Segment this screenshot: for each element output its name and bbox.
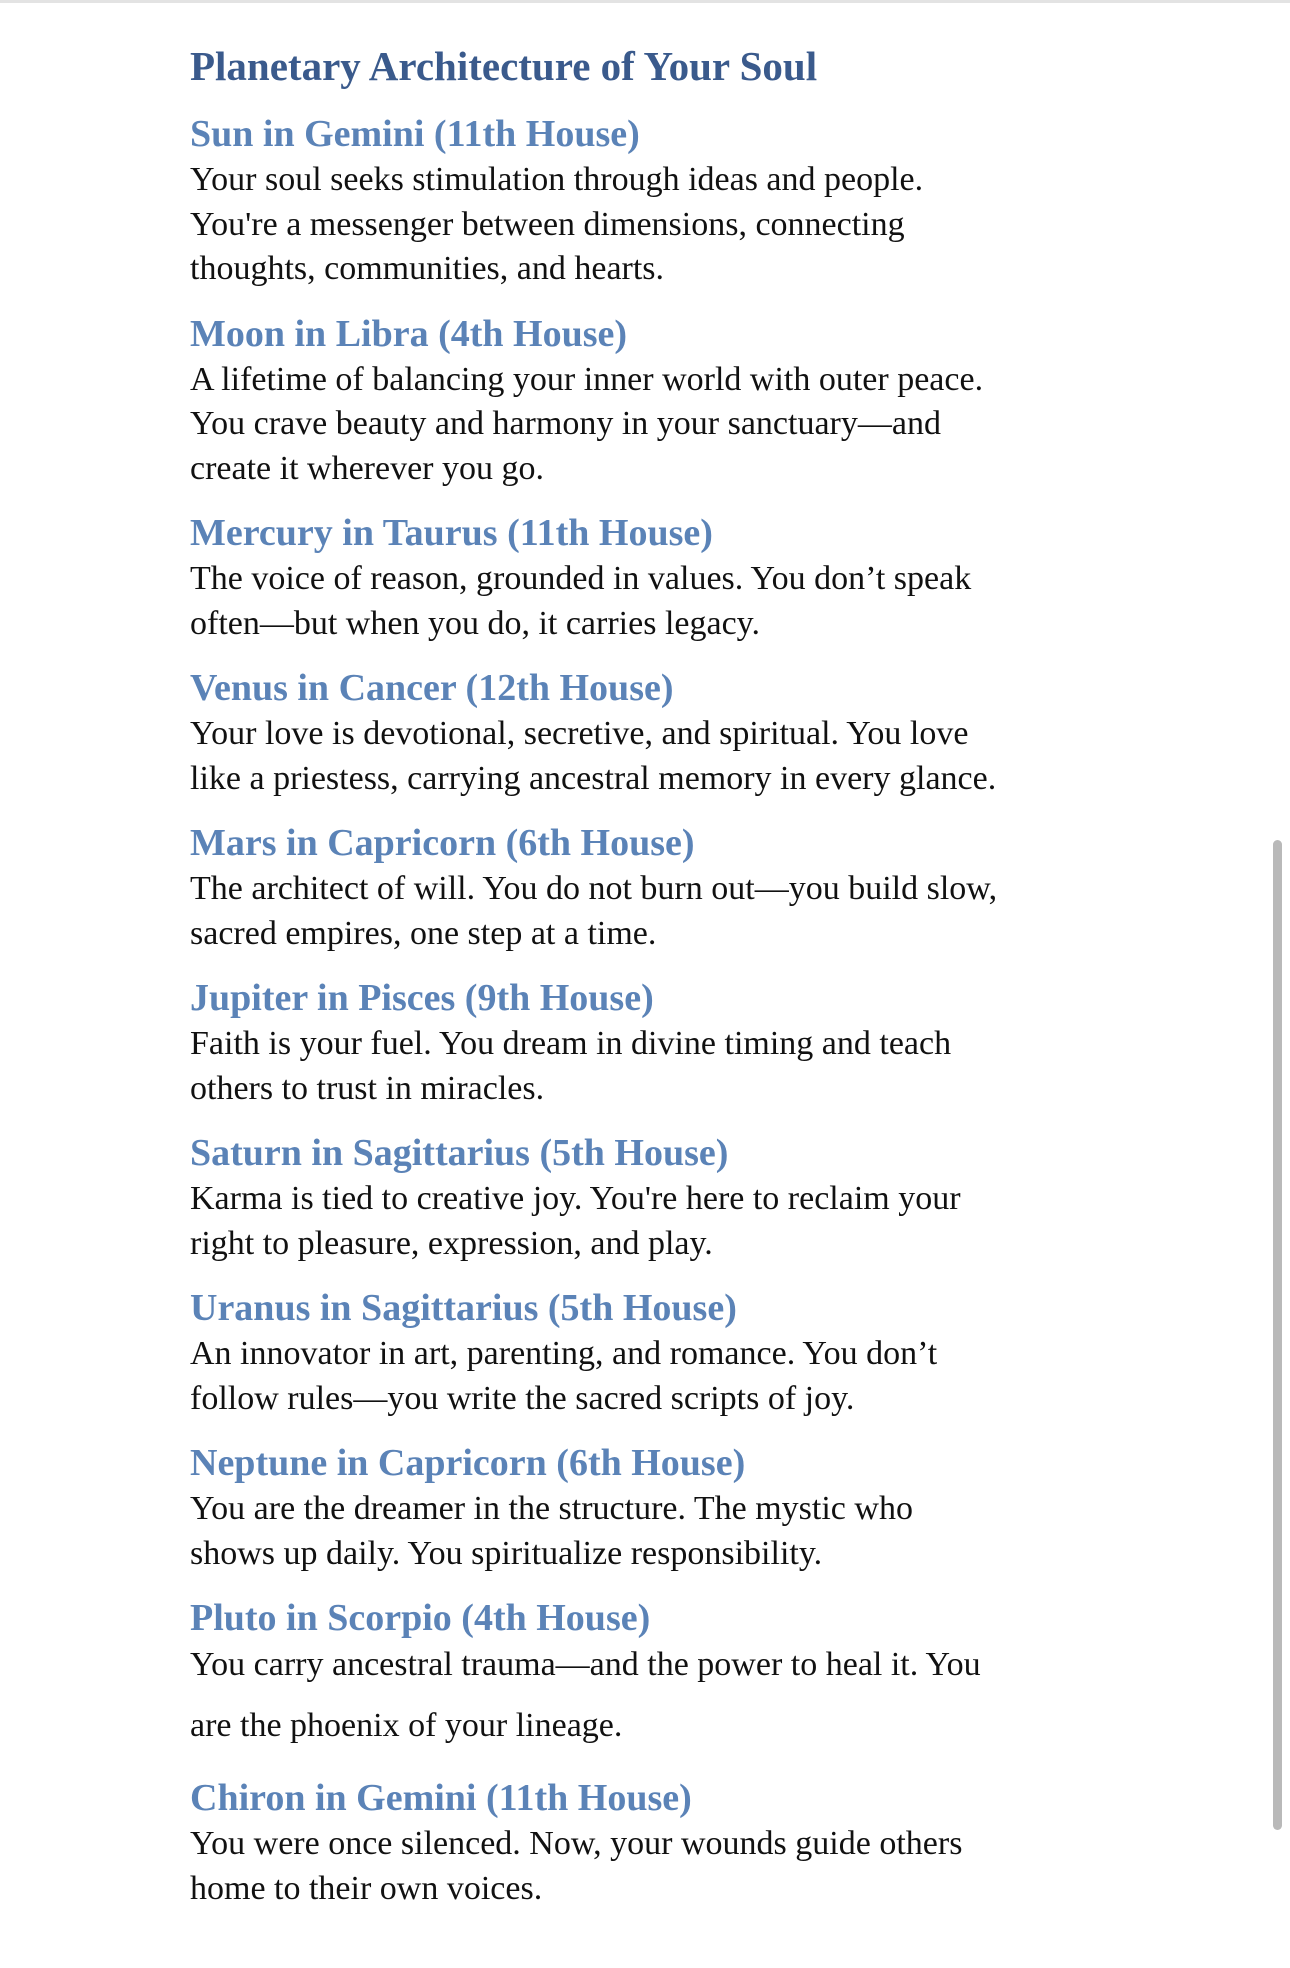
document-content — [190, 38, 1130, 1929]
scrollbar-thumb[interactable] — [1273, 840, 1282, 1830]
placement-description: You were once silenced. Now, your wounds guide others home to their own voices. — [190, 1825, 963, 1907]
top-divider — [0, 0, 1290, 3]
placement-description: Faith is your fuel. You dream in divine timing and teach others to trust in miracles. — [190, 1025, 952, 1107]
placement-description: Your soul seeks stimulation through ideas and people. You're a messenger between dimensions, connecting thoughts, communities, and hearts. — [190, 161, 924, 287]
placement-description: An innovator in art, parenting, and romance. You don’t follow rules—you write the sacred scripts of joy. — [190, 1335, 938, 1417]
placement-neptune — [190, 1439, 1130, 1576]
placement-saturn — [190, 1129, 1130, 1266]
placement-heading: Jupiter in Pisces (9th House) — [190, 977, 654, 1019]
placement-heading: Pluto in Scorpio (4th House) — [190, 1597, 651, 1639]
placement-description: Your love is devotional, secretive, and spiritual. You love like a priestess, carrying ancestral memory in every glance. — [190, 715, 997, 797]
placement-venus — [190, 664, 1130, 801]
placement-description: The voice of reason, grounded in values. You don’t speak often—but when you do, it carries legacy. — [190, 560, 972, 642]
placement-uranus — [190, 1284, 1130, 1421]
placement-sun — [190, 110, 1130, 292]
placement-heading: Venus in Cancer (12th House) — [190, 667, 674, 709]
placement-heading: Moon in Libra (4th House) — [190, 312, 628, 355]
placement-description: The architect of will. You do not burn out—you build slow, sacred empires, one step at a time. — [190, 870, 998, 952]
placement-heading: Uranus in Sagittarius (5th House) — [190, 1287, 737, 1329]
placement-chiron — [190, 1774, 1130, 1911]
placement-heading: Sun in Gemini (11th House) — [190, 113, 640, 155]
placement-description: You carry ancestral trauma—and the power to heal it. You are the phoenix of your lineage. — [190, 1646, 981, 1744]
placement-mercury — [190, 509, 1130, 646]
placement-jupiter — [190, 974, 1130, 1111]
page-title: Planetary Architecture of Your Soul — [190, 43, 818, 89]
placement-mars — [190, 819, 1130, 956]
placement-description: A lifetime of balancing your inner world with outer peace. You crave beauty and harmony in your sanctuary—and create it wherever you go. — [190, 360, 984, 487]
placement-heading: Neptune in Capricorn (6th House) — [190, 1442, 746, 1484]
placement-heading: Chiron in Gemini (11th House) — [190, 1777, 692, 1819]
placement-moon — [190, 310, 1130, 492]
placement-description: You are the dreamer in the structure. The mystic who shows up daily. You spiritualize responsibility. — [190, 1490, 913, 1572]
placement-heading: Mars in Capricorn (6th House) — [190, 822, 695, 864]
vertical-scrollbar[interactable] — [1273, 840, 1282, 1830]
placement-heading: Saturn in Sagittarius (5th House) — [190, 1132, 729, 1174]
placement-heading: Mercury in Taurus (11th House) — [190, 512, 713, 554]
placement-pluto — [190, 1594, 1130, 1756]
placement-description: Karma is tied to creative joy. You're here to reclaim your right to pleasure, expression, and play. — [190, 1180, 961, 1262]
